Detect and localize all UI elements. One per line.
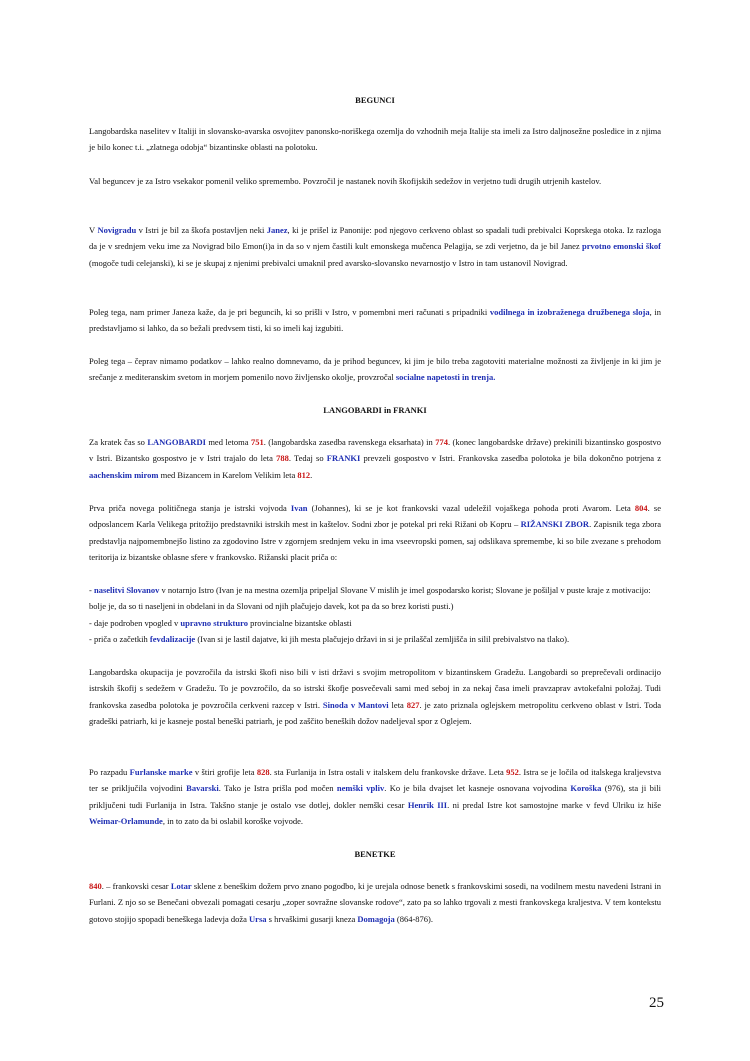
text: . sta Furlanija in Istra ostali v italskem delu frankovske države. Leta <box>269 767 507 777</box>
text: Langobardska naselitev v Italiji in slovansko-avarska osvojitev panonsko-noriškega ozemlja do vzhodnih meja Italije sta imeli za Istro daljnosežne posledice in z njima je bilo konec t.i. „zlatnega odobja“ bizantinske oblasti na polotoku. <box>89 126 661 153</box>
year-827: 827 <box>406 699 420 710</box>
paragraph-rizana-placitum <box>89 500 661 566</box>
text: - daje podroben vpogled v <box>89 617 181 628</box>
term-slav-settlement: naselitvi Slovanov <box>93 585 160 595</box>
page-number: 25 <box>649 995 664 1011</box>
list-item <box>89 631 661 647</box>
term-social-layer: vodilnega in izobraženega družbenega sloja <box>489 307 650 317</box>
term-domagoj: Domagoja <box>357 913 395 924</box>
text: Prva priča novega političnega stanja je istrski vojvoda <box>89 503 291 513</box>
text: med Bizancem in Karelom Velikim leta <box>158 469 298 480</box>
term-aachen-peace: aachenskim mirom <box>89 469 159 480</box>
year-788: 788 <box>276 453 289 464</box>
term-janez: Janez <box>266 225 288 235</box>
term-lothair: Lotar <box>170 881 192 891</box>
term-henry-iii: Henrik III <box>407 799 448 810</box>
text: Langobardska okupacija je povzročila da istrski škofi niso bili v isti državi s svojim metropolitom v bizantinskem Gradežu. Langobardi so preprečevali ordinacijo istrskih škofij s sedežem v Gradežu. To je povzročilo, da so istrski škofje posvečevali sami med seboj in za nekaj časa imeli pravzaprav avtokefalni položaj. Tudi frankovska zasedba polotoka je povzročila cerkveni razcep v Istri. <box>89 667 661 710</box>
text: s hrvaškimi gusarji kneza <box>266 913 358 924</box>
paragraph-furlanian-march <box>89 764 661 830</box>
heading-langobardi-franki: LANGOBARDI in FRANKI <box>323 405 427 415</box>
year-774: 774 <box>435 437 448 447</box>
heading-benetke: BENETKE <box>354 849 396 859</box>
text: provincialne bizantske oblasti <box>247 617 352 628</box>
term-emona-bishop: prvotno emonski škof <box>582 241 662 252</box>
text: . Tedaj so <box>288 453 327 464</box>
year-840: 840 <box>89 881 102 891</box>
heading-begunci: BEGUNCI <box>355 95 395 105</box>
text: . Ko je bila dvajset let kasneje osnovana vojvodina <box>384 783 571 794</box>
text: prevzeli gospostvo v Istri. Frankovska zasedba polotoka je bila dokončno potrjena z <box>360 453 661 464</box>
text: . se odposlancem Karla Velikega pritožijo predstavniki istrskih mest in kaštelov. Sodni zbor je potekal pri reki Rižani ob Kopru – <box>89 503 661 530</box>
text: . Istra se je ločila od italskega kraljevstva ter se priključila vojvodini <box>89 767 661 794</box>
year-804: 804 <box>634 503 648 513</box>
text: (Johannes), ki se je kot frankovski vazal udeležil vojaškega pohoda proti Avarom. Leta <box>307 503 635 513</box>
text: , in to zato da bi oslabil koroške vojvode. <box>162 816 304 827</box>
placitum-list <box>89 582 661 648</box>
term-german-influence: nemški vpliv <box>336 783 385 794</box>
paragraph-social-tensions <box>89 353 661 386</box>
term-friuli-march: Furlanske marke <box>129 767 193 777</box>
paragraph-venice <box>89 878 661 927</box>
term-social-tensions: socialne napetosti in trenja. <box>395 372 496 383</box>
term-bavaria: Bavarski <box>186 783 219 794</box>
text: , in predstavljamo si lahko, da so bežali predvsem tisti, ki so imeli kaj izgubiti. <box>89 307 661 334</box>
paragraph-refugees-wave <box>89 173 661 189</box>
term-admin-structure: upravno strukturo <box>180 617 248 628</box>
text: Val beguncev je za Istro vsekakor pomenil veliko spremembo. Povzročil je nastanek novih škofijskih sedežov in verjetno tudi drugih utrjenih kastelov. <box>89 176 602 186</box>
text: v Istri je bil za škofa postavljen neki <box>136 225 267 235</box>
text: Poleg tega – čeprav nimamo podatkov – lahko realno domnevamo, da je prihod beguncev, ki jim je bilo treba zagotoviti materialne možnosti za življenje in ki jim je srečanje z mediteranskim svetom in morjem pomenilo novo življensko okolje, provzročal <box>89 356 661 383</box>
year-812: 812 <box>297 469 311 480</box>
text: sklene z beneškim dožem prvo znano pogodbo, ki je urejala odnose benetk s frankovskimi sosedi, na vodilnem mestu navedeni Istrani in Furlani. Z njo so se Benečani obvezali pomagati cesarju „zoper sovražne slovanske rodove“, zato pa so lahko trgovali z mesti frankovskega kraljestva. V tem kontekstu gotovo stojijo spopadi beneškega ladevja doža <box>89 881 661 924</box>
text: Za kratek čas so <box>89 437 148 447</box>
term-carinthia: Koroška <box>570 783 602 794</box>
list-item <box>89 615 661 631</box>
text: . (konec langobardske države) prekinili bizantinsko gospostvo v Istri. Bizantsko gospostvo je v Istri trajalo do leta <box>89 437 662 464</box>
text: . – frankovski cesar <box>101 881 171 891</box>
term-novigrad: Novigradu <box>97 225 137 235</box>
text: , ki je prišel iz Panonije: pod njegovo cerkveno oblast so spadali tudi prebivalci Koprskega otoka. Iz razloga da je v srednjem veku ime za Novigrad bilo Emon(i)a in da so v njem častili kult emonskega mučenca Pelagija, se zdi verjetno, da je bil Janez <box>89 225 661 252</box>
term-franki: FRANKI <box>326 453 361 464</box>
list-item <box>89 582 661 615</box>
text: - <box>89 585 94 595</box>
year-952: 952 <box>506 767 519 777</box>
year-828: 828 <box>256 767 270 777</box>
text: v štiri grofije leta <box>192 767 257 777</box>
text: (mogoče tudi celejanski), ki se je skupaj z njenimi prebivalci umaknil pred avarsko-slovansko nevarnostjo v Istro in tam ustanovil Novigrad. <box>89 257 568 268</box>
text: med letoma <box>205 437 251 447</box>
term-ursus: Ursa <box>249 913 267 924</box>
paragraph-langobards-franks <box>89 434 661 483</box>
text: . Zapisnik tega zbora predstavlja najpomembnejšo listino za zgodovino Istre v zgornjem srednjem veku in ima vseevropski pomen, saj odslikava spremembe, ki so bile zvezane s prehodom teritorija iz bizantske oblasne sfere v frankovsko. Rižanski placit priča o: <box>89 519 661 563</box>
text: . <box>310 469 313 480</box>
text: . ni predal Istre kot samostojne marke v fevd Ulriku iz hiše <box>447 799 661 810</box>
term-mantua-synod: Sinoda v Mantovi <box>322 699 389 710</box>
paragraph-langobard-settlement <box>89 123 661 156</box>
text: . je zato priznala oglejskem metropolitu cerkveno oblast v Istri. Toda gradeški patriarh, ki je kasneje postal beneški patriarh, je pod zaščito beneških dožov nadeljeval spor z Oglejem. <box>89 699 661 727</box>
text: - priča o začetkih <box>89 634 150 645</box>
text: (976), sta ji bili priključeni tudi Furlanija in Istra. Takšno stanje je ostalo vse dotlej, dokler nemški cesar <box>89 783 661 810</box>
year-751: 751 <box>250 437 264 447</box>
text: v notarnjo Istro (Ivan je na mestna ozemlja pripeljal Slovane V mislih je imel gospodarsko korist; Slovane je pošiljal v puste kraje z motivacijo: bolje je, da so ti naseljeni in obdelani in da Slovani od njih plačujejo davek, kot pa da so brez koristi pusti.) <box>89 585 651 612</box>
paragraph-church-schism <box>89 664 661 730</box>
text: V <box>89 225 98 235</box>
term-rizanski-zbor: RIŽANSKI ZBOR <box>520 519 590 530</box>
paragraph-social-layer <box>89 304 661 337</box>
paragraph-novigrad <box>89 222 661 271</box>
text: (Ivan si je lastil dajatve, ki jih mesta plačujejo državi in si je prilaščal zemljišča in silil prebivalstvo na tlako). <box>195 634 570 645</box>
text: leta <box>388 699 407 710</box>
term-feudalisation: fevdalizacije <box>149 634 196 645</box>
text: . (langobardska zasedba ravenskega eksarhata) in <box>263 437 436 447</box>
term-weimar-orlamunde: Weimar-Orlamunde <box>89 816 163 827</box>
text: . Tako je Istra prišla pod močen <box>218 783 337 794</box>
term-ivan: Ivan <box>290 503 308 513</box>
text: (864-876). <box>394 913 433 924</box>
text: Po razpadu <box>89 767 130 777</box>
term-langobardi: LANGOBARDI <box>147 437 206 447</box>
text: Poleg tega, nam primer Janeza kaže, da je pri beguncih, ki so prišli v Istro, v pomembni meri računati s pripadniki <box>89 307 490 317</box>
